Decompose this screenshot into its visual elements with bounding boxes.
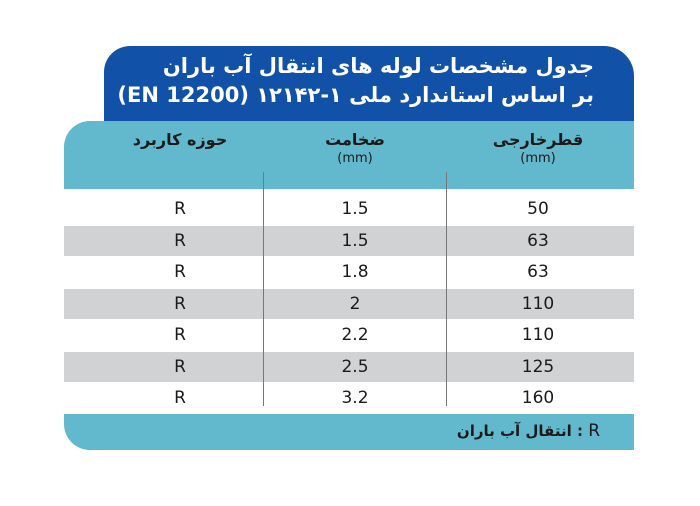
cell-outer-diameter: 110 — [521, 293, 555, 314]
footer-legend — [457, 421, 600, 441]
cell-application: R — [174, 325, 186, 345]
column-divider — [263, 172, 264, 406]
table-row — [64, 289, 634, 319]
title-line-1: جدول مشخصات لوله های انتقال آب باران — [162, 54, 594, 78]
header-label: قطرخارجی — [492, 130, 584, 149]
header-label: ضخامت — [325, 130, 385, 149]
footer-code: R — [588, 421, 600, 441]
cell-outer-diameter: 110 — [521, 325, 555, 345]
cell-application: R — [174, 293, 186, 314]
cell-thickness: 2.5 — [341, 356, 369, 377]
cell-thickness: 1.5 — [341, 230, 369, 251]
table-row — [64, 383, 634, 413]
cell-application: R — [174, 388, 186, 408]
cell-thickness: 3.2 — [341, 388, 369, 408]
cell-application: R — [174, 262, 186, 282]
header-thickness — [265, 130, 445, 168]
footer-text: : انتقال آب باران — [456, 422, 589, 440]
cell-application: R — [174, 230, 186, 251]
table-row — [64, 320, 634, 350]
table-row — [64, 194, 634, 224]
cell-outer-diameter: 50 — [527, 199, 549, 219]
cell-outer-diameter: 125 — [521, 356, 555, 377]
cell-thickness: 1.8 — [341, 262, 369, 282]
cell-outer-diameter: 63 — [527, 262, 549, 282]
cell-outer-diameter: 63 — [527, 230, 549, 251]
header-label: حوزه کاربرد — [132, 130, 228, 149]
table-row — [64, 257, 634, 287]
cell-thickness: 2.2 — [341, 325, 369, 345]
column-divider — [446, 172, 447, 406]
header-application — [90, 130, 270, 150]
table-row — [64, 352, 634, 382]
title-line-2: بر اساس استاندارد ملی ۱-۱۲۱۴۲ (EN 12200) — [117, 83, 594, 107]
cell-outer-diameter: 160 — [521, 388, 555, 408]
cell-thickness: 1.5 — [341, 199, 369, 219]
cell-application: R — [174, 199, 186, 219]
header-unit: (mm) — [337, 151, 373, 166]
header-outer-diameter — [448, 130, 628, 168]
header-unit: (mm) — [520, 151, 556, 166]
table-row — [64, 226, 634, 256]
cell-thickness: 2 — [349, 293, 361, 314]
cell-application: R — [174, 356, 186, 377]
title-banner — [104, 46, 634, 122]
